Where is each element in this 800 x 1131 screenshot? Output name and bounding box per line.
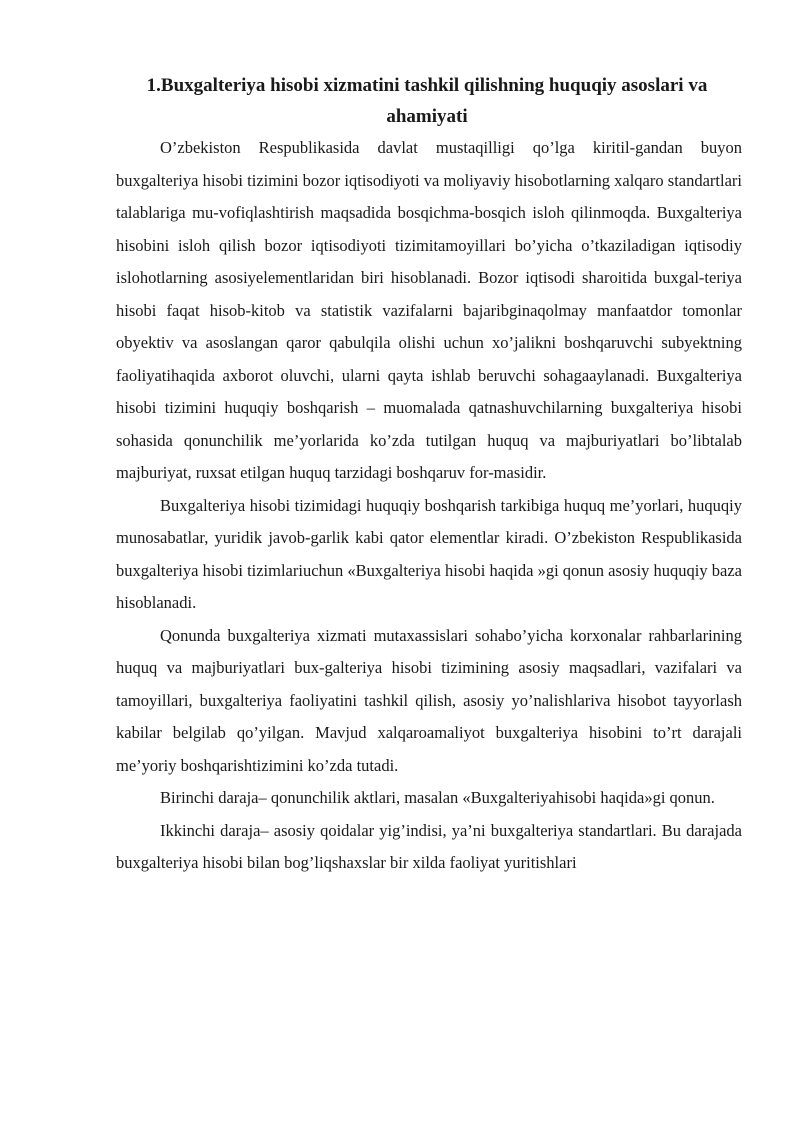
paragraph-1: O’zbekiston Respublikasida davlat mustaqilligi qo’lga kiritil-gandan buyon buxgalteriya hisobi tizimini bozor iqtisodiyoti va moliyaviy hisobotlarning xalqaro standartlari talablariga mu-vofiqlashtirish maqsadida bosqichma-bosqich isloh qilinmoqda. Buxgalteriya hisobini isloh qilish bozor iqtisodiyoti tizimitamoyillari bo’yicha o’tkaziladigan iqtisodiy islohotlarning asosiyelementlaridan biri hisoblanadi. Bozor iqtisodi sharoitida buxgal-teriya hisobi faqat hisob-kitob va statistik vazifalarni bajaribginaqolmay manfaatdor tomonlar obyektiv va asoslangan qaror qabulqila olishi uchun xo’jalikni boshqaruvchi subyektning faoliyatihaqida axborot oluvchi, ularni qayta ishlab beruvchi sohagaaylanadi. Buxgalteriya hisobi tizimini huquqiy boshqarish – muomalada qatnashuvchilarning buxgalteriya hisobi sohasida qonunchilik me’yorlarida ko’zda tutilgan huquq va majburiyatlari bo’libtalab majburiyat, ruxsat etilgan huquq tarzidagi boshqaruv for-masidir. — [116, 138, 742, 482]
paragraph-5: Ikkinchi daraja– asosiy qoidalar yig’indisi, ya’ni buxgalteriya standartlari. Bu darajada buxgalteriya hisobi bilan bog’liqshaxslar bir xilda faoliyat yuritishlari — [116, 820, 742, 872]
document-title: 1.Buxgalteriya hisobi xizmatini tashkil qilishning huquqiy asoslari va ahamiyati — [146, 75, 708, 127]
paragraph-2: Buxgalteriya hisobi tizimidagi huquqiy boshqarish tarkibiga huquq me’yorlari, huquqiy munosabatlar, yuridik javob-garlik kabi qator elementlar kiradi. O’zbekiston Respublikasida buxgalteriya hisobi tizimlariuchun «Buxgalteriya hisobi haqida »gi qonun asosiy huquqiy baza hisoblanadi. — [116, 495, 742, 612]
paragraph-4: Birinchi daraja– qonunchilik aktlari, masalan «Buxgalteriyahisobi haqida»gi qonun. — [160, 788, 715, 807]
paragraph-3: Qonunda buxgalteriya xizmati mutaxassislari sohabo’yicha korxonalar rahbarlarining huquq va majburiyatlari bux-galteriya hisobi tizimining asosiy maqsadlari, vazifalari va tamoyillari, buxgalteriya faoliyatini tashkil qilish, asosiy yo’nalishlariva hisobot tayyorlash kabilar belgilab qo’yilgan. Mavjud xalqaroamaliyot buxgalteriya hisobini to’rt darajali me’yoriy boshqarishtizimini ko’zda tutadi. — [116, 625, 742, 775]
